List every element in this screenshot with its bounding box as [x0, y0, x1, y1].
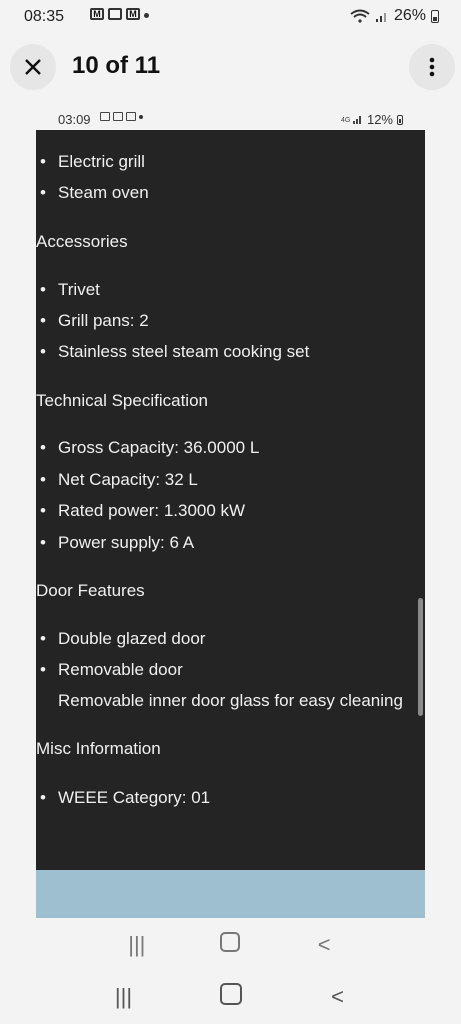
list-item: • Electric grill: [58, 152, 145, 172]
list-item: • Steam oven: [58, 183, 149, 203]
list-item: • Removable door: [58, 660, 183, 680]
screenshot-status-bar: [36, 108, 425, 130]
viewer-header: [0, 40, 461, 96]
section-heading-technical: Technical Specification: [36, 391, 208, 410]
image-icon: [108, 8, 122, 20]
list-item: • Double glazed door: [58, 629, 205, 649]
screenshot-time: 03:09: [58, 112, 91, 127]
back-icon: <: [317, 932, 331, 957]
battery-icon: [397, 115, 403, 125]
section-heading-misc: Misc Information: [36, 739, 161, 758]
screenshot-battery: 12%: [366, 112, 393, 127]
list-item: • Trivet: [58, 280, 100, 300]
product-details: [36, 130, 425, 872]
signal-icon: [375, 9, 389, 23]
battery-icon: [431, 10, 439, 23]
list-item: • Power supply: 6 A: [58, 533, 194, 553]
list-item: • Net Capacity: 32 L: [58, 470, 198, 490]
home-button[interactable]: [201, 983, 261, 1011]
close-button[interactable]: [10, 44, 56, 90]
section-heading-accessories: Accessories: [36, 232, 128, 251]
status-right: [350, 7, 439, 25]
list-item: • Stainless steel steam cooking set: [58, 342, 309, 362]
close-icon: [23, 57, 43, 77]
list-item: • Grill pans: 2: [58, 311, 149, 331]
recents-icon: |||: [128, 932, 146, 957]
device-nav-bar: [0, 982, 461, 1012]
screenshot-image[interactable]: [36, 108, 425, 920]
footer-band: [36, 870, 425, 918]
list-item: • WEEE Category: 01: [58, 788, 210, 808]
svg-text:4G: 4G: [340, 117, 351, 124]
status-bar: [0, 0, 461, 36]
more-options-button[interactable]: [409, 44, 455, 90]
more-vert-icon: [429, 57, 435, 77]
battery-percent: 26%: [393, 7, 426, 24]
image-icon: [100, 112, 110, 121]
section-heading-door: Door Features: [36, 581, 145, 600]
signal-icon: [341, 114, 363, 125]
gmail-icon: M: [90, 8, 104, 20]
gmail-icon: [113, 112, 123, 121]
list-item: • Rated power: 1.3000 kW: [58, 501, 245, 521]
status-time: 08:35: [24, 8, 65, 25]
gmail-icon: M: [126, 8, 140, 20]
list-item: • Gross Capacity: 36.0000 L: [58, 438, 259, 458]
screenshot-nav-bar: [0, 930, 461, 960]
dot-icon: [139, 115, 143, 119]
screenshot-status-right: [341, 112, 403, 127]
home-icon: [200, 932, 260, 958]
screenshot-notification-icons: [100, 112, 143, 121]
wifi-icon: [350, 9, 370, 23]
notification-icons: [90, 8, 149, 20]
dot-icon: [144, 13, 149, 18]
page-title: 10 of 11: [72, 52, 161, 79]
back-button[interactable]: <: [331, 984, 344, 1009]
list-item: • Removable inner door glass for easy cleaning: [58, 691, 423, 711]
gmail-icon: [126, 112, 136, 121]
scrollbar[interactable]: [418, 598, 423, 716]
recents-button[interactable]: |||: [114, 984, 133, 1009]
